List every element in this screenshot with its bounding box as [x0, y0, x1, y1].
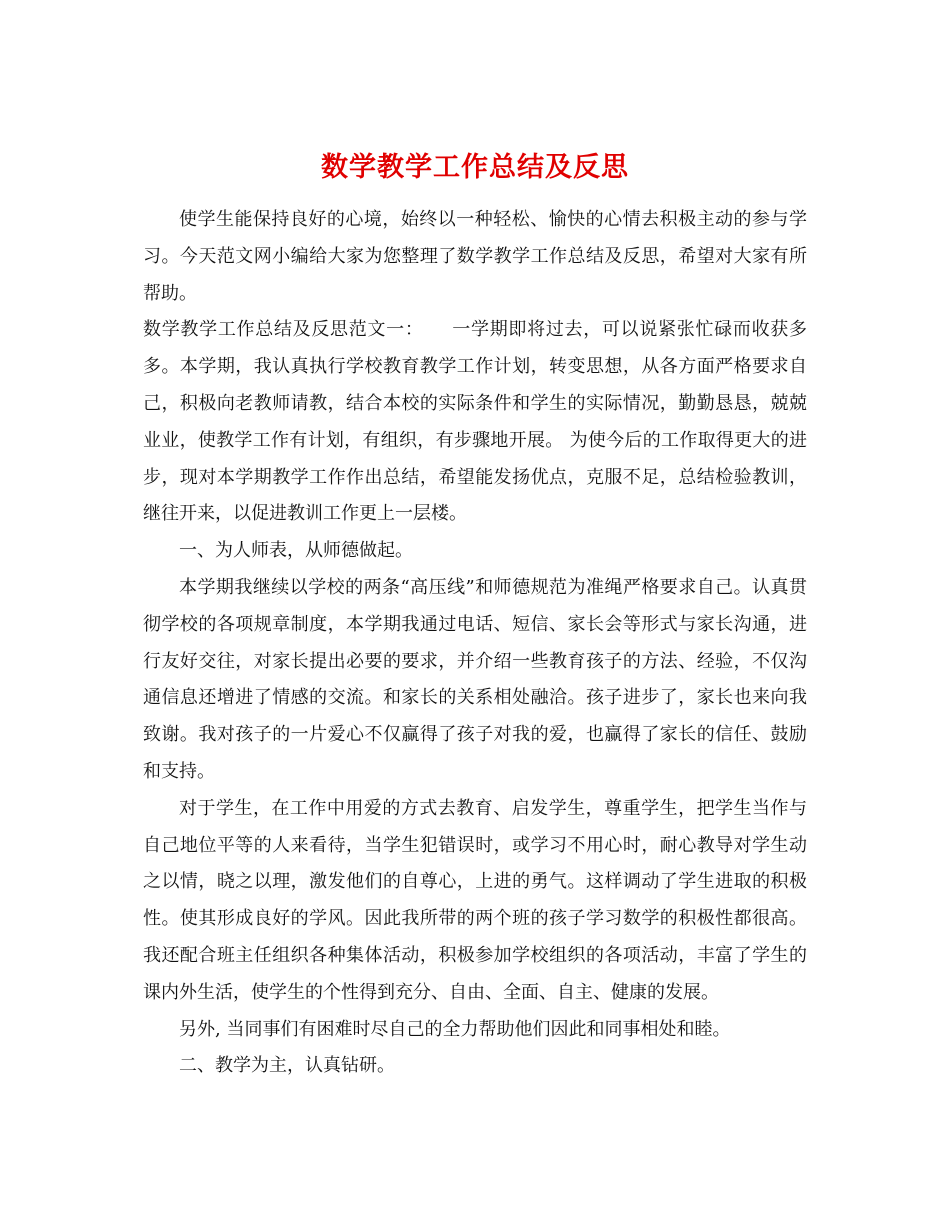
intro-paragraph: 使学生能保持良好的心境，始终以一种轻松、愉快的心情去积极主动的参与学习。今天范文网小编给大家为您整理了数学教学工作总结及反思，希望对大家有所帮助。 — [143, 209, 807, 304]
body-paragraph: 对于学生，在工作中用爱的方式去教育、启发学生，尊重学生，把学生当作与自己地位平等的人来看待，当学生犯错误时，或学习不用心时，耐心教导对学生动之以情，晓之以理，激发他们的自尊心，上进的勇气。这样调动了学生进取的积极性。使其形成良好的学风。因此我所带的两个班的孩子学习数学的积极性都很高。我还配合班主任组织各种集体活动，积极参加学校组织的各项活动，丰富了学生的课内外生活，使学生的个性得到充分、自由、全面、自主、健康的发展。 — [143, 797, 807, 1003]
document-title: 数学教学工作总结及反思 — [321, 152, 629, 184]
sample-paragraph — [143, 312, 807, 533]
sample-heading: 数学教学工作总结及反思范文一： — [143, 319, 424, 341]
document-body — [143, 202, 807, 1085]
section-heading-2: 二、教学为主，认真钻研。 — [179, 1055, 395, 1077]
section-heading-1: 一、为人师表，从师德做起。 — [179, 540, 413, 562]
body-paragraph: 本学期我继续以学校的两条“高压线”和师德规范为准绳严格要求自己。认真贯彻学校的各项规章制度，本学期我通过电话、短信、家长会等形式与家长沟通，进行友好交往，对家长提出必要的要求，并介绍一些教育孩子的方法、经验，不仅沟通信息还增进了情感的交流。和家长的关系相处融洽。孩子进步了，家长也来向我致谢。我对孩子的一片爱心不仅赢得了孩子对我的爱，也赢得了家长的信任、鼓励和支持。 — [143, 576, 807, 782]
body-paragraph: 另外, 当同事们有困难时尽自己的全力帮助他们因此和同事相处和睦。 — [179, 1018, 731, 1040]
sample-body: 一学期即将过去，可以说紧张忙碌而收获多多。本学期，我认真执行学校教育教学工作计划，转变思想，从各方面严格要求自己，积极向老教师请教，结合本校的实际条件和学生的实际情况，勤勤恳恳，兢兢业业，使教学工作有计划，有组织，有步骤地开展。 为使今后的工作取得更大的进步，现对本学期教学工作作出总结，希望能发扬优点，克服不足，总结检验教训，继往开来，以促进教训工作更上一层楼。 — [143, 319, 808, 525]
